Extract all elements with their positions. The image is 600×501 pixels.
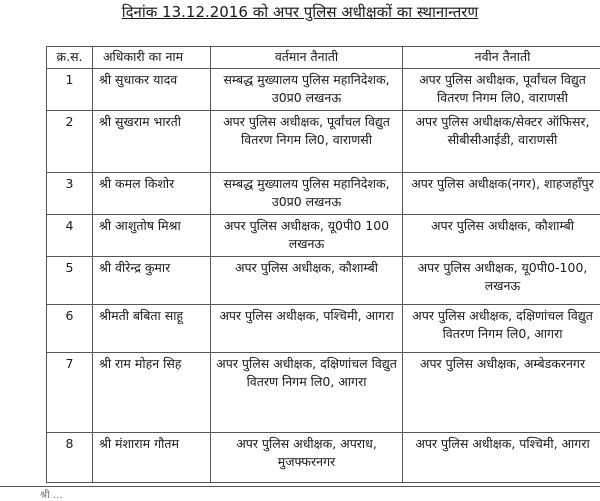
table-row — [47, 215, 600, 257]
row-officer-name: श्रीमती बबिता साहू — [93, 305, 211, 353]
header-name: अधिकारी का नाम — [93, 47, 211, 69]
row-new-posting: अपर पुलिस अधीक्षक/सेक्टर ऑफिसर, सीबीसीआईडी, वाराणसी — [403, 111, 600, 173]
table-row — [47, 353, 600, 433]
row-new-posting: अपर पुलिस अधीक्षक, अम्बेडकरनगर — [403, 353, 600, 433]
row-sn: 8 — [47, 433, 93, 483]
row-new-posting: अपर पुलिस अधीक्षक, दक्षिणांचल विद्युत वितरण निगम लि0, आगरा — [403, 305, 600, 353]
row-sn: 2 — [47, 111, 93, 173]
row-current-posting: अपर पुलिस अधीक्षक, अपराध, मुजफ्फरनगर — [211, 433, 403, 483]
row-officer-name: श्री सुधाकर यादव — [93, 69, 211, 111]
table-row — [47, 257, 600, 305]
row-officer-name: श्री मंशाराम गौतम — [93, 433, 211, 483]
row-sn: 4 — [47, 215, 93, 257]
row-current-posting: अपर पुलिस अधीक्षक, पश्चिमी, आगरा — [211, 305, 403, 353]
table-row — [47, 305, 600, 353]
row-sn: 6 — [47, 305, 93, 353]
row-current-posting: अपर पुलिस अधीक्षक, पूर्वांचल विद्युत वितरण निगम लि0, वाराणसी — [211, 111, 403, 173]
row-current-posting: अपर पुलिस अधीक्षक, कौशाम्बी — [211, 257, 403, 305]
row-new-posting: अपर पुलिस अधीक्षक, पूर्वांचल विद्युत वितरण निगम लि0, वाराणसी — [403, 69, 600, 111]
row-sn: 3 — [47, 173, 93, 215]
row-officer-name: श्री वीरेन्द्र कुमार — [93, 257, 211, 305]
header-new-posting: नवीन तैनाती — [403, 47, 600, 69]
transfer-table — [46, 46, 600, 483]
row-sn: 1 — [47, 69, 93, 111]
row-officer-name: श्री कमल किशोर — [93, 173, 211, 215]
table-row — [47, 173, 600, 215]
table-row — [47, 433, 600, 483]
row-current-posting: अपर पुलिस अधीक्षक, दक्षिणांचल विद्युत वितरण निगम लि0, आगरा — [211, 353, 403, 433]
header-current-posting: वर्तमान तैनाती — [211, 47, 403, 69]
cutoff-text: श्री ... — [40, 487, 62, 501]
row-officer-name: श्री आशुतोष मिश्रा — [93, 215, 211, 257]
row-new-posting: अपर पुलिस अधीक्षक, यू0पी0-100, लखनऊ — [403, 257, 600, 305]
table-row — [47, 111, 600, 173]
row-new-posting: अपर पुलिस अधीक्षक, कौशाम्बी — [403, 215, 600, 257]
document-title-text: दिनांक 13.12.2016 को अपर पुलिस अधीक्षकों का स्थानान्तरण — [122, 3, 479, 21]
header-sn: क्र.स. — [47, 47, 93, 69]
row-current-posting: अपर पुलिस अधीक्षक, यू0पी0 100 लखनऊ — [211, 215, 403, 257]
next-row-cutoff — [0, 486, 600, 501]
row-new-posting: अपर पुलिस अधीक्षक(नगर), शाहजहाँपुर — [403, 173, 600, 215]
row-current-posting: सम्बद्ध मुख्यालय पुलिस महानिदेशक, उ0प्र0 लखनऊ — [211, 173, 403, 215]
row-officer-name: श्री राम मोहन सिह — [93, 353, 211, 433]
row-sn: 5 — [47, 257, 93, 305]
row-officer-name: श्री सुखराम भारती — [93, 111, 211, 173]
document-title — [0, 0, 600, 28]
table-header-row — [47, 47, 600, 69]
table-row — [47, 69, 600, 111]
row-sn: 7 — [47, 353, 93, 433]
row-new-posting: अपर पुलिस अधीक्षक, पश्चिमी, आगरा — [403, 433, 600, 483]
row-current-posting: सम्बद्ध मुख्यालय पुलिस महानिदेशक, उ0प्र0 लखनऊ — [211, 69, 403, 111]
